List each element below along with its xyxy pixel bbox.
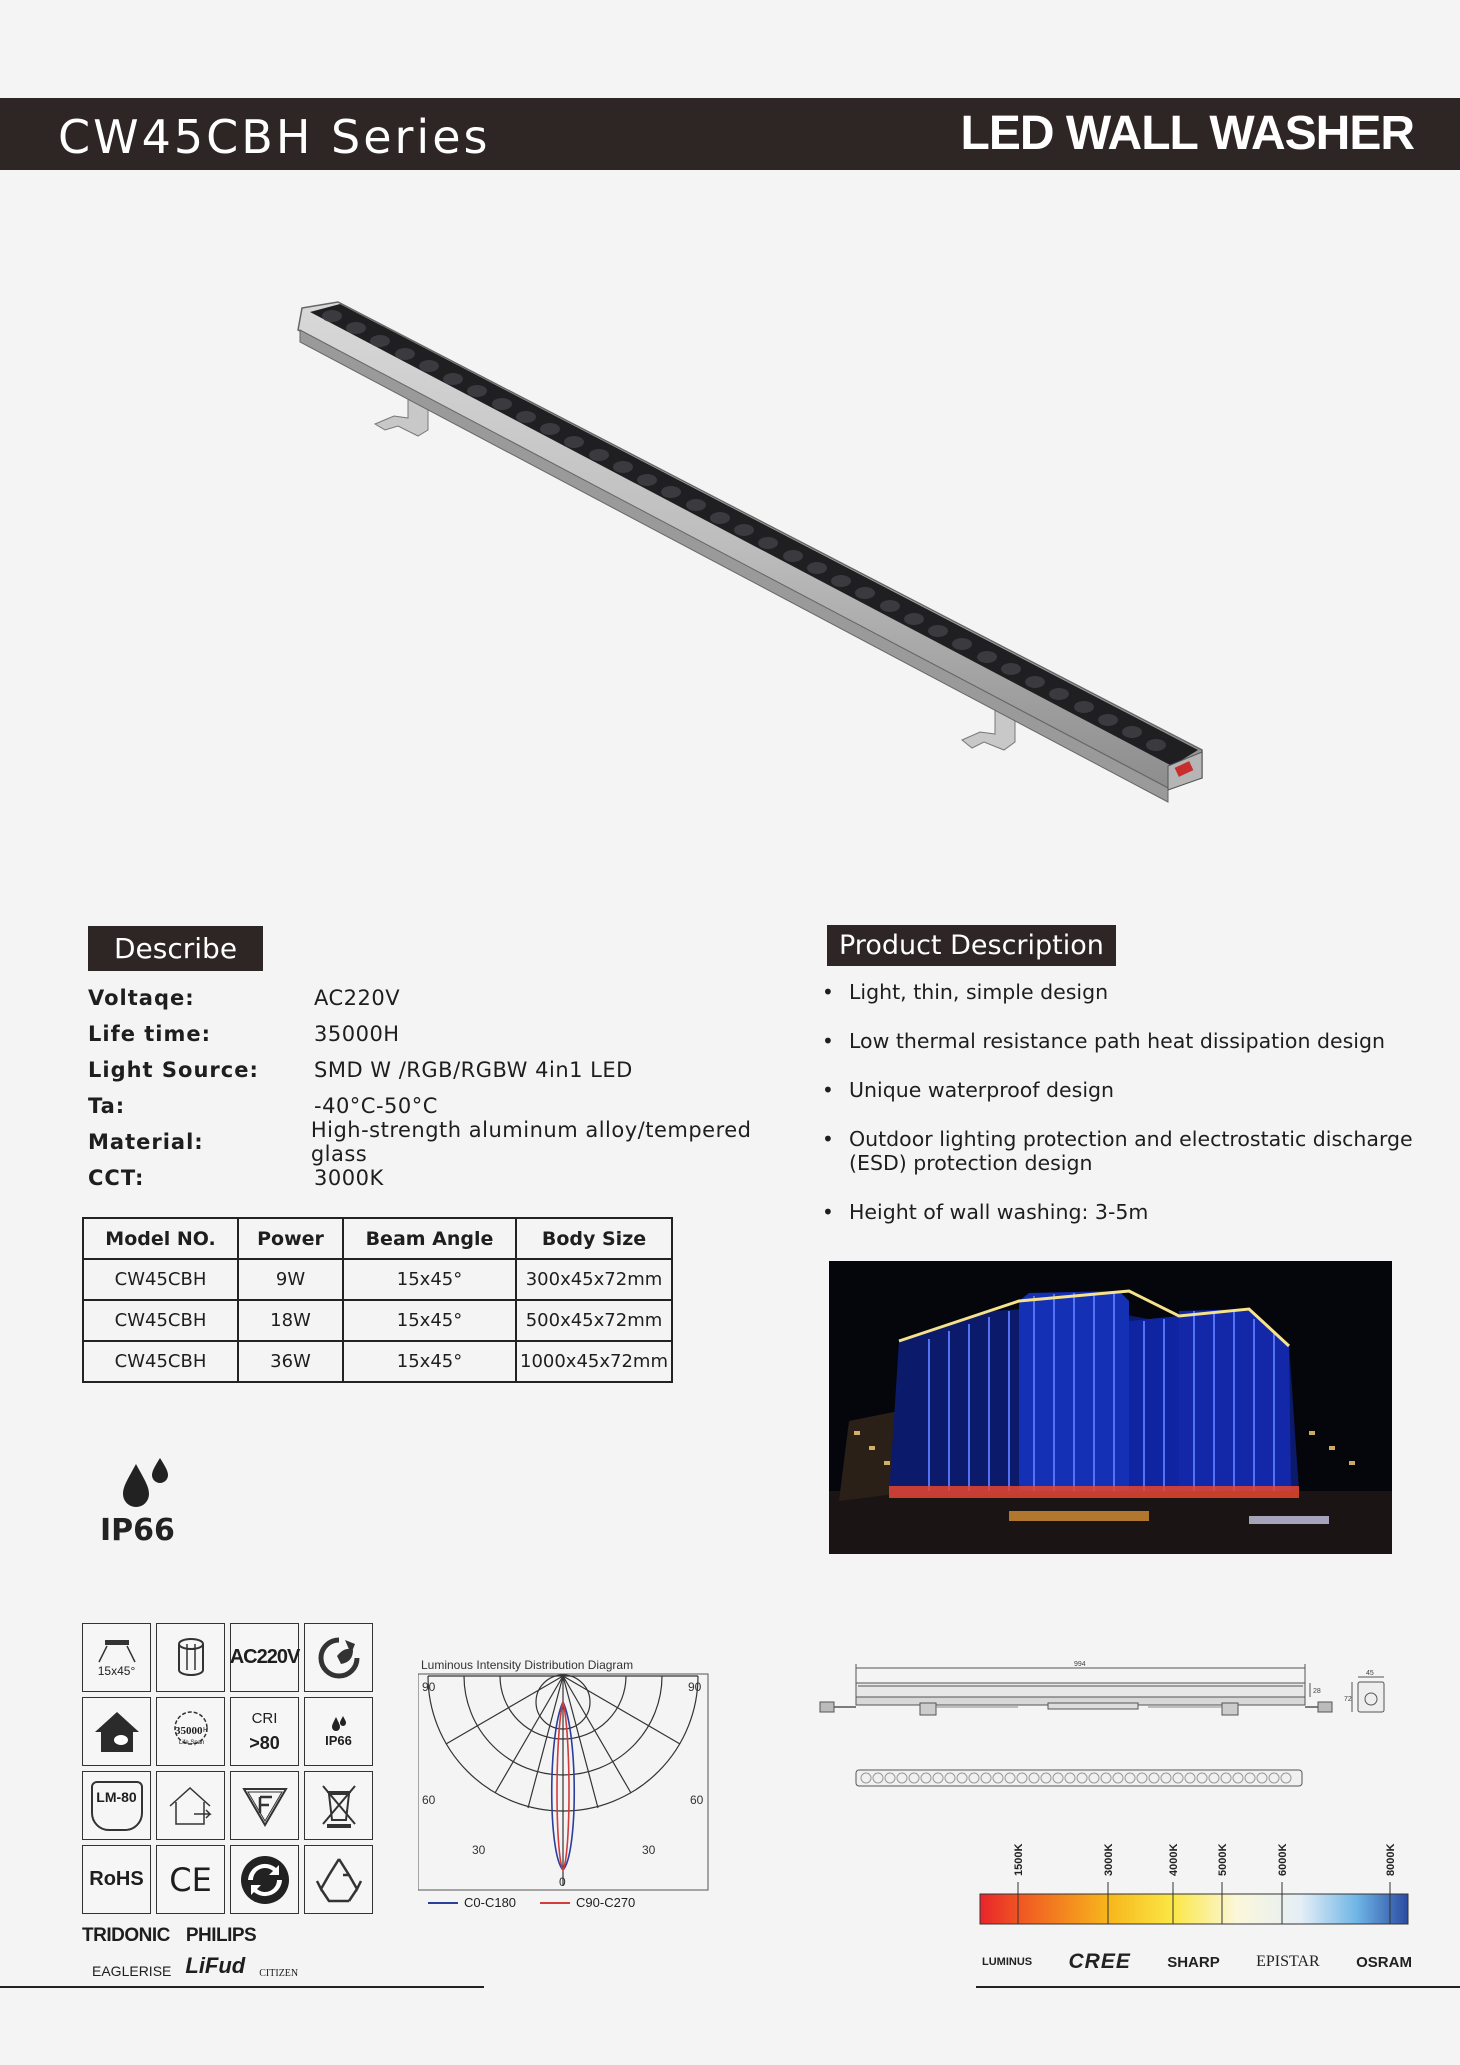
table-row — [83, 1341, 672, 1382]
product-description-title: Product Description — [827, 925, 1116, 966]
cct-color-scale — [978, 1836, 1410, 1926]
ip66-label: IP66 — [100, 1513, 175, 1544]
green-point-icon — [230, 1845, 299, 1914]
spec-label: Life time: — [88, 1022, 212, 1046]
brand-logo: CREE — [1068, 1950, 1131, 1973]
divider-right — [976, 1986, 1460, 1988]
legend-item — [428, 1895, 516, 1910]
spec-value: 3000K — [314, 1166, 384, 1190]
brand-logo: SHARP — [1167, 1953, 1220, 1971]
angle-label: 60 — [422, 1793, 436, 1807]
cct-label: 5000K — [1217, 1843, 1229, 1876]
spec-label: CCT: — [88, 1166, 145, 1190]
list-item-text: Height of wall washing: 3-5m — [849, 1200, 1149, 1224]
feature-icon-grid — [82, 1623, 373, 1914]
table-cell: 9W — [238, 1259, 343, 1300]
brand-logo: EAGLERISE — [92, 1963, 172, 1979]
list-item — [822, 980, 1432, 1004]
legend-label: C90-C270 — [576, 1895, 636, 1910]
spec-value: High-strength aluminum alloy/tempered glass — [310, 1118, 752, 1166]
ce-label: CE — [169, 1860, 212, 1899]
legend-swatch — [428, 1902, 458, 1904]
bullet-dot-icon: • — [822, 1127, 834, 1151]
table-cell: 1000x45x72mm — [516, 1341, 672, 1382]
eco-plug-icon — [304, 1623, 373, 1692]
f-mark-icon — [230, 1771, 299, 1840]
spec-value: AC220V — [314, 986, 401, 1010]
table-cell: 300x45x72mm — [516, 1259, 672, 1300]
house-outline-icon — [156, 1771, 225, 1840]
product-image — [290, 290, 1210, 810]
brand-logo: LUMINUS — [982, 1956, 1033, 1968]
list-item-text: Light, thin, simple design — [849, 980, 1109, 1004]
table-header: Model NO. — [83, 1218, 238, 1259]
legend-label: C0-C180 — [464, 1895, 517, 1910]
weee-bin-icon — [304, 1771, 373, 1840]
cct-label: 8000K — [1385, 1843, 1397, 1876]
cct-label: 3000K — [1103, 1843, 1115, 1876]
legend-item — [540, 1895, 635, 1910]
beam-angle-label: 15x45° — [97, 1663, 136, 1678]
lifespan-value: 35000 — [174, 1724, 202, 1737]
table-cell: CW45CBH — [83, 1341, 238, 1382]
cri-label: CRI — [251, 1709, 278, 1727]
dim-depth: 72 — [1344, 1696, 1352, 1703]
brand-logo: EPISTAR — [1256, 1953, 1320, 1970]
brand-logo: LiFud — [185, 1953, 246, 1978]
legend-swatch — [540, 1902, 570, 1904]
bullet-dot-icon: • — [822, 1029, 834, 1053]
led-chip-brands — [982, 1950, 1412, 1974]
driver-brands — [82, 1925, 298, 1979]
spec-row — [88, 1118, 808, 1166]
list-item-text: Low thermal resistance path heat dissipation design — [849, 1029, 1385, 1053]
lm80-shield — [91, 1781, 143, 1831]
series-title: CW45CBH Series — [58, 110, 491, 164]
bullet-dot-icon: • — [822, 1200, 834, 1224]
brand-row — [82, 1925, 298, 1947]
angle-label: 30 — [472, 1843, 486, 1857]
brand-logo: CITIZEN — [259, 1968, 299, 1979]
product-kind: LED WALL WASHER — [960, 107, 1414, 160]
spec-row — [88, 980, 808, 1016]
luminous-distribution-diagram — [418, 1654, 718, 1914]
table-row — [83, 1300, 672, 1341]
rohs-label: RoHS — [89, 1868, 144, 1890]
spec-row — [88, 1016, 808, 1052]
brand-logo: TRIDONIC — [82, 1925, 170, 1946]
spec-list — [88, 980, 808, 1196]
lens-icon — [156, 1623, 225, 1692]
describe-title: Describe — [88, 926, 263, 971]
table-cell: 15x45° — [343, 1259, 516, 1300]
angle-label: 90 — [422, 1680, 436, 1694]
cct-label: 4000K — [1168, 1843, 1180, 1876]
models-table — [82, 1217, 673, 1383]
divider-left — [0, 1986, 484, 1988]
table-header: Beam Angle — [343, 1218, 516, 1259]
dim-length: 994 — [1074, 1661, 1086, 1668]
table-header-row — [83, 1218, 672, 1259]
list-item — [822, 1078, 1432, 1102]
brand-row — [82, 1953, 298, 1979]
table-header: Body Size — [516, 1218, 672, 1259]
cct-label: 6000K — [1277, 1843, 1289, 1876]
table-cell: 500x45x72mm — [516, 1300, 672, 1341]
diagram-legend — [428, 1895, 635, 1910]
spec-value: -40°C-50°C — [314, 1094, 438, 1118]
spec-label: Ta: — [88, 1094, 126, 1118]
list-item — [822, 1200, 1432, 1224]
table-cell: 15x45° — [343, 1341, 516, 1382]
spec-label: Voltaqe: — [88, 986, 195, 1010]
lm80-label: LM-80 — [96, 1788, 137, 1805]
spec-label: Light Source: — [88, 1058, 259, 1082]
brand-logo: OSRAM — [1356, 1953, 1412, 1971]
lifespan-caption: Life Span — [178, 1739, 204, 1746]
cri-icon — [230, 1697, 299, 1766]
table-header: Power — [238, 1218, 343, 1259]
cri-value: >80 — [249, 1732, 280, 1753]
cct-label: 1500K — [1013, 1843, 1025, 1876]
ip-rating-icon — [304, 1697, 373, 1766]
table-cell: 36W — [238, 1341, 343, 1382]
list-item-text: Outdoor lighting protection and electrostatic discharge (ESD) protection design — [849, 1127, 1413, 1175]
header-bar — [0, 98, 1460, 170]
diagram-title: Luminous Intensity Distribution Diagram — [421, 1658, 634, 1672]
recycle-icon — [304, 1845, 373, 1914]
dim-height: 28 — [1313, 1688, 1321, 1695]
brand-logo: PHILIPS — [185, 1925, 257, 1946]
voltage-label: AC220V — [229, 1646, 300, 1668]
table-cell: CW45CBH — [83, 1300, 238, 1341]
table-row — [83, 1259, 672, 1300]
angle-label: 30 — [642, 1843, 656, 1857]
building-photo — [829, 1261, 1392, 1554]
lifespan-icon — [156, 1697, 225, 1766]
table-cell: 15x45° — [343, 1300, 516, 1341]
spec-label: Material: — [88, 1130, 204, 1154]
list-item — [822, 1127, 1432, 1175]
lm80-icon — [82, 1771, 151, 1840]
spec-row — [88, 1052, 808, 1088]
bullet-dot-icon: • — [822, 1078, 834, 1102]
table-cell: CW45CBH — [83, 1259, 238, 1300]
angle-label: 60 — [690, 1793, 704, 1807]
table-cell: 18W — [238, 1300, 343, 1341]
dimension-drawing — [818, 1655, 1418, 1795]
list-item-text: Unique waterproof design — [849, 1078, 1115, 1102]
voltage-icon — [230, 1623, 299, 1692]
ip66-rating-icon — [98, 1454, 208, 1544]
beam-angle-icon — [82, 1623, 151, 1692]
lifespan-unit: H — [202, 1726, 208, 1734]
ip-rating-label: IP66 — [325, 1733, 352, 1748]
spec-value: SMD W /RGB/RGBW 4in1 LED — [314, 1058, 633, 1082]
house-icon — [82, 1697, 151, 1766]
dim-width: 45 — [1366, 1670, 1374, 1677]
spec-value: 35000H — [314, 1022, 400, 1046]
angle-label: 90 — [688, 1680, 702, 1694]
angle-label: 0 — [559, 1875, 566, 1889]
list-item — [822, 1029, 1432, 1053]
ce-icon — [156, 1845, 225, 1914]
feature-list — [822, 980, 1432, 1249]
bullet-dot-icon: • — [822, 980, 834, 1004]
rohs-icon — [82, 1845, 151, 1914]
